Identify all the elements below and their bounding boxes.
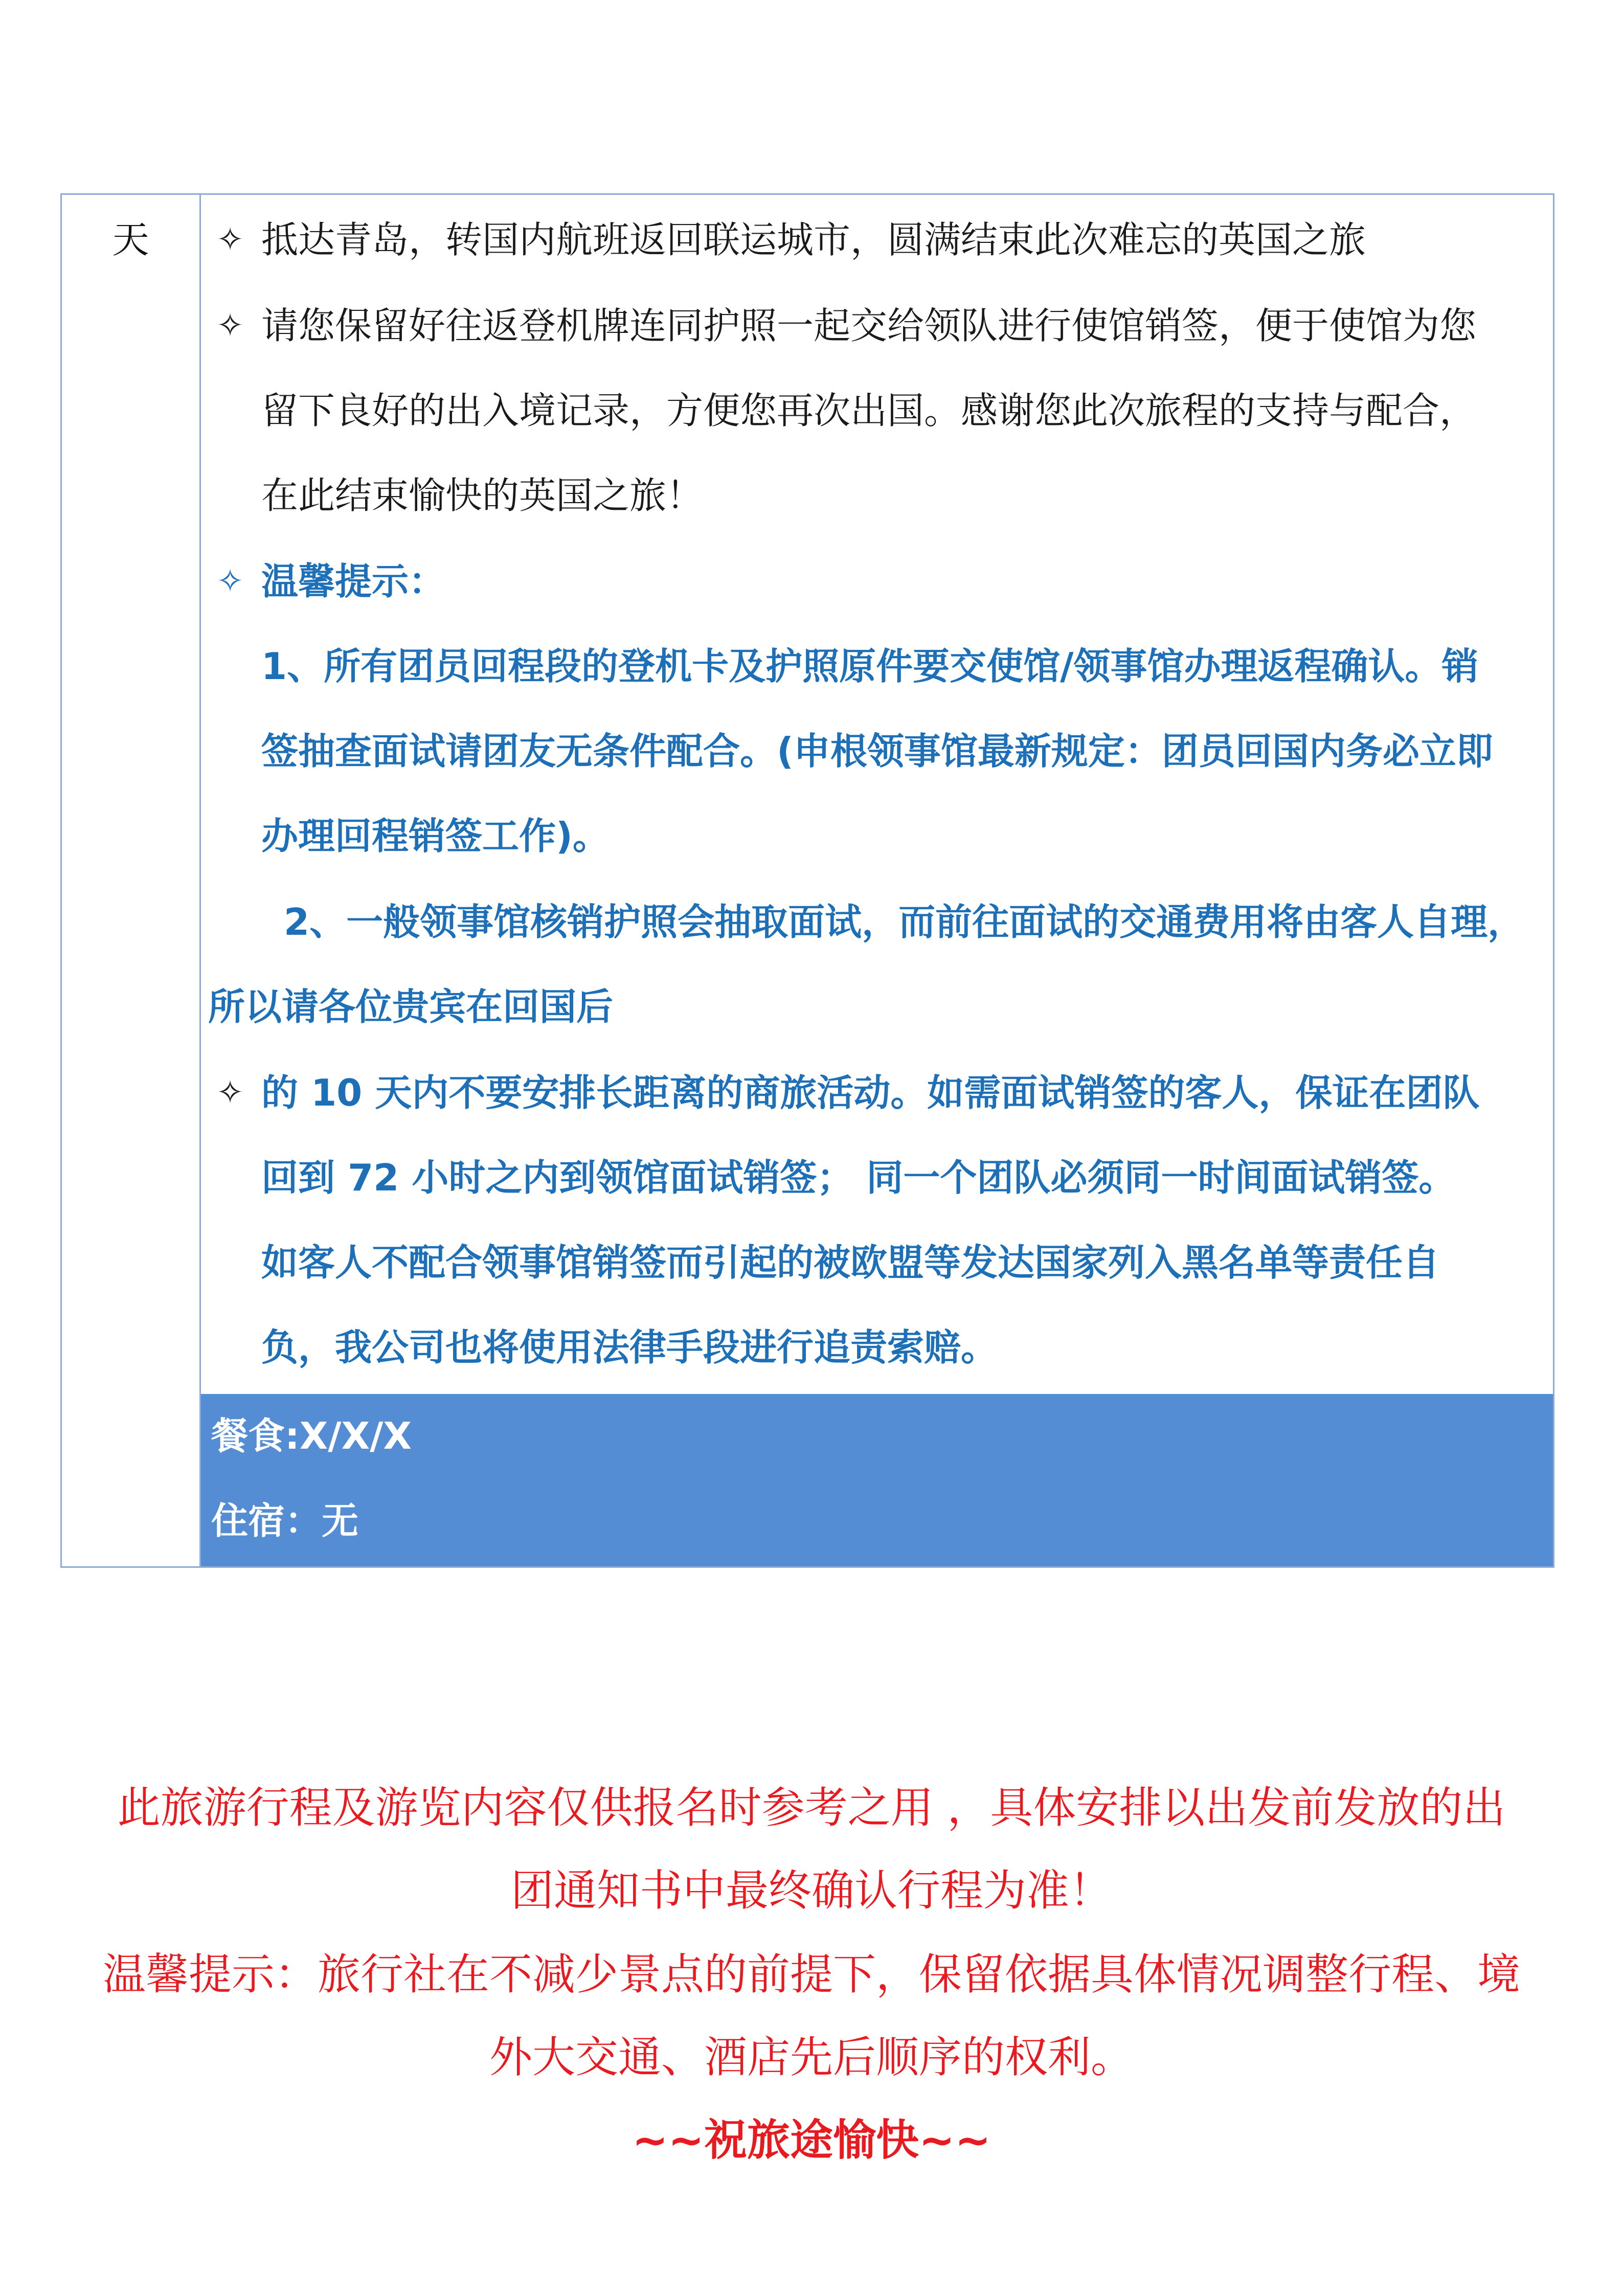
lodging-label: 住宿：无 (211, 1499, 359, 1542)
tip-line: 如客人不配合领事馆销签而引起的被欧盟等发达国家列入黑名单等责任自 (261, 1241, 1440, 1284)
tip-line: 所以请各位贵宾在回国后 (208, 985, 614, 1028)
notice-line: 此旅游行程及游览内容仅供报名时参考之用 ，具体安排以出发前发放的出 (117, 1783, 1506, 1833)
notice-line: 团通知书中最终确认行程为准！ (510, 1865, 1112, 1916)
tip-notice-line: 外大交通、酒店先后顺序的权利。 (489, 2032, 1134, 2082)
day-label: 天 (112, 218, 149, 261)
farewell-wish: ~~祝旅途愉快~~ (632, 2115, 991, 2165)
meals-label: 餐食:X/X/X (211, 1414, 412, 1457)
tip-line: 2、一般领事馆核销护照会抽取面试，而前往面试的交通费用将由客人自理， (284, 901, 1525, 943)
day-column (62, 195, 201, 1566)
tip-line: 1、所有团员回程段的登机卡及护照原件要交使馆/领事馆办理返程确认。销 (261, 645, 1479, 688)
tip-line: 办理回程销签工作)。 (261, 815, 610, 858)
itinerary-line: 请您保留好往返登机牌连同护照一起交给领队进行使馆销签，便于使馆为您 (261, 304, 1477, 347)
bullet-icon: ✧ (216, 562, 244, 600)
day-content (201, 195, 1553, 1566)
tip-line: 负，我公司也将使用法律手段进行追责索赔。 (261, 1326, 998, 1369)
tip-notice-line: 温馨提示：旅行社在不减少景点的前提下，保留依据具体情况调整行程、境 (102, 1949, 1520, 1999)
tip-line: 回到 72 小时之内到领馆面试销签； 同一个团队必须同一时间面试销签。 (261, 1156, 1456, 1199)
meals-lodging-band (201, 1394, 1553, 1566)
bullet-icon: ✧ (216, 307, 244, 345)
itinerary-table (60, 193, 1554, 1568)
tips-heading: 温馨提示： (261, 560, 446, 603)
itinerary-line: 在此结束愉快的英国之旅！ (261, 474, 704, 517)
tip-line: 的 10 天内不要安排长距离的商旅活动。如需面试销签的客人，保证在团队 (261, 1071, 1480, 1114)
itinerary-line: 抵达青岛，转国内航班返回联运城市，圆满结束此次难忘的英国之旅 (261, 218, 1366, 261)
tip-line: 签抽查面试请团友无条件配合。(申根领事馆最新规定：团员回国内务必立即 (261, 730, 1493, 773)
bullet-icon: ✧ (216, 1074, 244, 1112)
itinerary-line: 留下良好的出入境记录，方便您再次出国。感谢您此次旅程的支持与配合， (261, 389, 1477, 432)
bullet-icon: ✧ (216, 221, 244, 259)
